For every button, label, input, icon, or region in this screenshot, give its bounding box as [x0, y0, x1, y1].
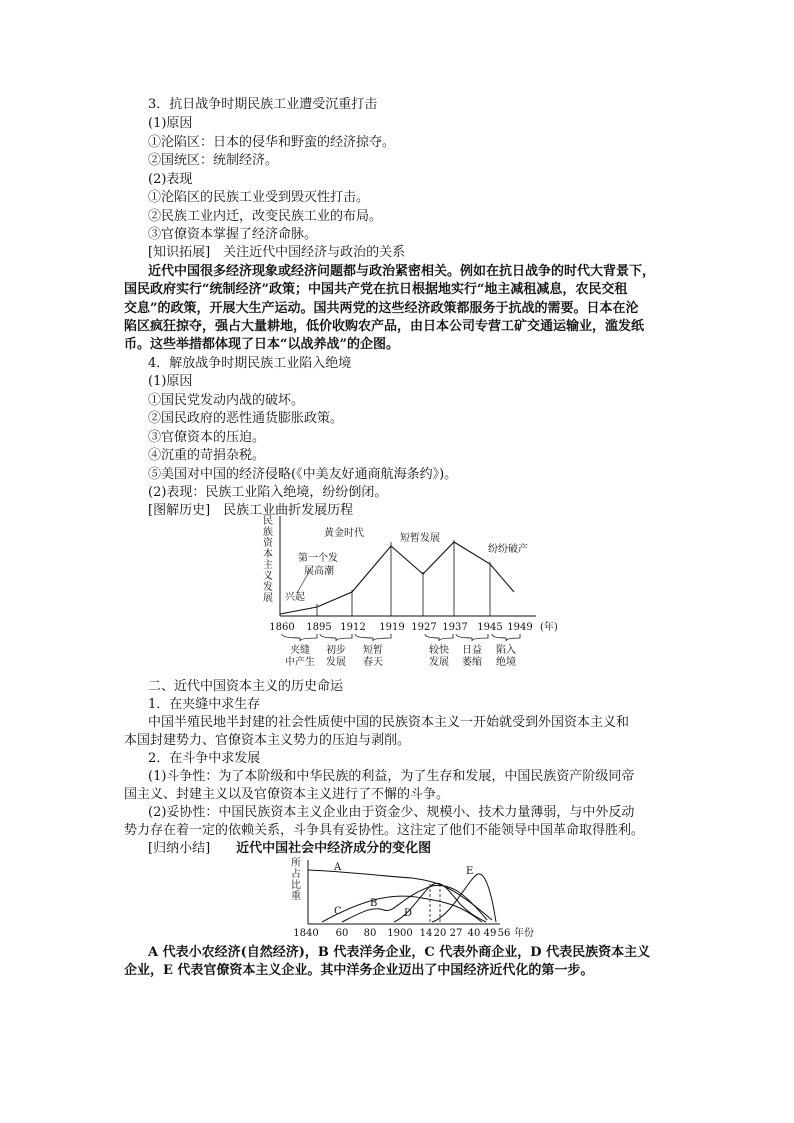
annotation-first-high: 第一个发 [298, 553, 338, 564]
section4-reason-head: (1)原因 [148, 374, 193, 389]
year-tick: 49 [483, 928, 497, 939]
phase-label: 夹缝 [290, 645, 310, 656]
year-tick: 1840 [293, 928, 319, 939]
year-tick: 1895 [306, 622, 332, 633]
section3-show-head: (2)表现 [148, 172, 193, 187]
ylabel-char: 所 [291, 858, 301, 869]
annotation-rise: 兴起 [285, 592, 305, 603]
phase-label: 较快 [429, 645, 449, 656]
knowledge-line-2: 国民政府实行“统制经济”政策；中国共产党在抗日根据地实行“地主减租减息，农民交租 [124, 282, 628, 297]
ylabel-char: 展 [263, 593, 273, 604]
phase-label: 日益 [462, 645, 482, 656]
ylabel-char: 占 [291, 869, 301, 880]
phase-label: 初步 [326, 645, 346, 656]
diagram1-phase-labels [285, 643, 516, 668]
knowledge-tag: [知识拓展] [148, 245, 211, 260]
diagram1-title: 民族工业曲折发展历程 [223, 503, 354, 518]
section3-reason-head: (1)原因 [148, 116, 193, 131]
diagram1-tag: [图解历史] [148, 503, 211, 518]
curve-label-c: C [334, 906, 342, 917]
diagram2-title: 近代中国社会中经济成分的变化图 [236, 841, 432, 856]
year-tick: 27 [449, 928, 463, 939]
year-tick: 60 [335, 928, 349, 939]
section3-title: 3．抗日战争时期民族工业遭受沉重打击 [148, 97, 378, 112]
year-tick: 1919 [379, 622, 405, 633]
section4-title: 4．解放战争时期民族工业陷入绝境 [148, 356, 352, 371]
part2-s2-line-4: 势力存在着一定的依赖关系，斗争具有妥协性。这注定了他们不能领导中国革命取得胜利。 [124, 823, 645, 838]
annotation-bankruptcy: 纷纷破产 [488, 544, 528, 555]
phase-label: 萎缩 [462, 657, 482, 668]
knowledge-line-4: 陷区疯狂掠夺，强占大量耕地，低价收购农产品，由日本公司专营工矿交通运输业，滥发纸 [124, 319, 645, 334]
year-tick: 1927 [411, 622, 437, 633]
year-tick: 80 [363, 928, 377, 939]
curve-label-b: B [370, 898, 378, 909]
diagram1-x-unit: (年) [540, 622, 558, 633]
section4-show: (2)表现：民族工业陷入绝境，纷纷倒闭。 [148, 485, 388, 500]
part2-s2-line-1: (1)斗争性：为了本阶级和中华民族的利益，为了生存和发展，中国民族资产阶级同帝 [148, 769, 635, 784]
diagram2-tag: [归纳小结] [148, 841, 211, 856]
phase-label: 绝境 [496, 657, 516, 668]
knowledge-line-3: 交息”的政策，开展大生产运动。国共两党的这些经济政策都服务于抗战的需要。日本在沦 [124, 301, 639, 316]
year-tick: 1912 [340, 622, 366, 633]
diagram1-year-ticks [269, 622, 532, 633]
year-tick: 1900 [387, 928, 413, 939]
year-tick: 1860 [269, 622, 295, 633]
diagram1-phase-braces [282, 634, 520, 641]
section3-show-2: ②民族工业内迁，改变民族工业的布局。 [148, 209, 383, 224]
section4-reason-1: ①国民党发动内战的破坏。 [148, 393, 305, 408]
section4-reason-5: ⑤美国对中国的经济侵略(《中美友好通商航海条约》)。 [148, 467, 458, 482]
section3-reason-1: ①沦陷区：日本的侵华和野蛮的经济掠夺。 [148, 135, 396, 150]
part2-s2-title: 2．在斗争中求发展 [148, 751, 261, 766]
knowledge-heading [148, 244, 405, 262]
part2-s1-line-1: 中国半殖民地半封建的社会性质使中国的民族资本主义一开始就受到外国资本主义和 [148, 715, 630, 730]
section3-show-1: ①沦陷区的民族工业受到毁灭性打击。 [148, 190, 370, 205]
phase-label: 中产生 [285, 657, 315, 668]
ylabel-char: 本 [263, 549, 273, 560]
economic-components-diagram [282, 856, 612, 942]
phase-label: 发展 [429, 657, 449, 668]
annotation-golden-age: 黄金时代 [324, 528, 364, 539]
year-tick: 56 [497, 928, 511, 939]
knowledge-line-1: 近代中国很多经济现象或经济问题都与政治紧密相关。例如在抗日战争的时代大背景下， [148, 264, 656, 279]
diagram2-ylabel [291, 857, 301, 902]
section4-reason-3: ③官僚资本的压迫。 [148, 430, 266, 445]
ylabel-char: 比 [291, 880, 301, 891]
part2-s1-title: 1．在夹缝中求生存 [148, 697, 261, 712]
curve-c [342, 885, 487, 922]
year-tick: 1945 [477, 622, 503, 633]
year-tick: 1949 [507, 622, 533, 633]
diagram1-annotations [285, 526, 528, 603]
phase-label: 发展 [326, 657, 346, 668]
section3-show-3: ③官僚资本掌握了经济命脉。 [148, 227, 318, 242]
knowledge-line-5: 币。这些举措都体现了日本“以战养战”的企图。 [124, 337, 399, 352]
ylabel-char: 族 [263, 527, 273, 538]
section4-reason-4: ④沉重的苛捐杂税。 [148, 448, 266, 463]
year-tick: 40 [467, 928, 481, 939]
diagram2-ticks [293, 928, 510, 939]
ylabel-char: 义 [263, 571, 273, 582]
section4-reason-2: ②国民政府的恶性通货膨胀政策。 [148, 411, 344, 426]
annotation-first-high: 展高潮 [304, 566, 334, 577]
ylabel-char: 主 [263, 560, 273, 571]
legend-line-2: 企业，E 代表官僚资本主义企业。其中洋务企业迈出了中国经济近代化的第一步。 [124, 963, 594, 978]
diagram1-ylabel [263, 515, 274, 604]
section3-reason-2: ②国统区：统制经济。 [148, 153, 279, 168]
phase-label: 短暂 [363, 645, 383, 656]
curve-label-d: D [404, 908, 413, 919]
year-tick: 20 [433, 928, 447, 939]
year-tick: 1937 [442, 622, 468, 633]
curve-b [322, 896, 482, 922]
ylabel-char: 资 [263, 538, 273, 549]
ylabel-char: 民 [263, 516, 273, 527]
part2-s1-line-2: 本国封建势力、官僚资本主义势力的压迫与剥削。 [124, 733, 411, 748]
ylabel-char: 发 [263, 582, 273, 593]
diagram1-dividers [317, 540, 490, 616]
ylabel-char: 重 [291, 891, 301, 902]
knowledge-title: 关注近代中国经济与政治的关系 [223, 245, 406, 260]
phase-label: 陷入 [496, 645, 516, 656]
phase-label: 春天 [363, 657, 383, 668]
annotation-short-development: 短暂发展 [400, 533, 440, 544]
part2-s2-line-3: (2)妥协性：中国民族资本主义企业由于资金少、规模小、技术力量薄弱，与中外反动 [148, 805, 635, 820]
part2-s2-line-2: 国主义、封建主义以及官僚资本主义进行了不懈的斗争。 [124, 787, 450, 802]
curve-label-a: A [334, 862, 342, 873]
part2-title: 二、近代中国资本主义的历史命运 [148, 679, 344, 694]
diagram2-x-unit: 年份 [514, 928, 534, 939]
year-tick: 14 [419, 928, 433, 939]
industry-development-diagram [258, 514, 578, 674]
curve-label-e: E [466, 866, 474, 877]
legend-line-1: A 代表小农经济(自然经济)，B 代表洋务企业，C 代表外商企业，D 代表民族资本主义 [148, 945, 651, 960]
